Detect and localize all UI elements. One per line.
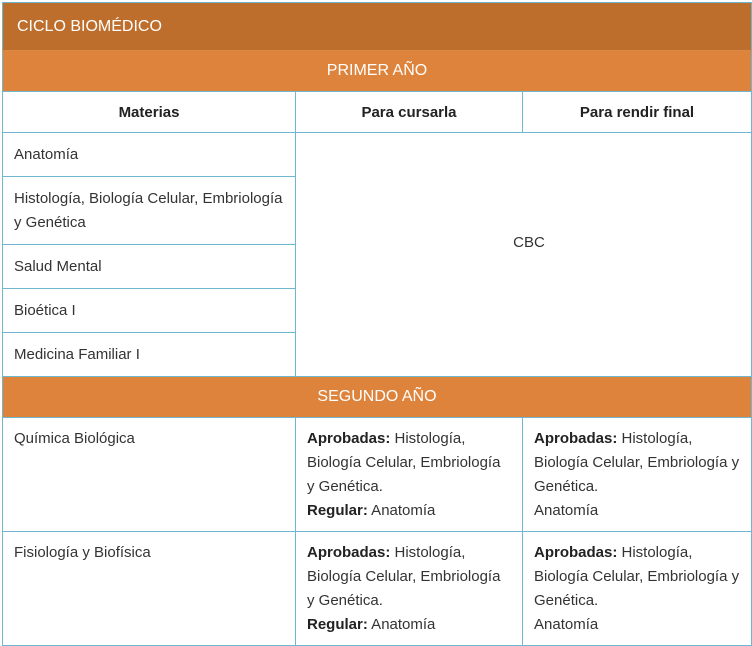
aprobadas-label: Aprobadas: xyxy=(534,544,618,561)
aprobadas-value: Histología, Biología Celular, Embriología y Genética. xyxy=(307,544,501,609)
requirement-cursar xyxy=(296,418,523,532)
aprobadas-value: Histología, Biología Celular, Embriología y Genética. xyxy=(534,544,740,609)
column-header-rendir: Para rendir final xyxy=(523,92,752,133)
aprobadas-label: Aprobadas: xyxy=(534,430,618,447)
requirement-rendir xyxy=(523,532,752,646)
regular-label: Regular: xyxy=(307,616,368,633)
aprobadas-label: Aprobadas: xyxy=(307,544,391,561)
subject-name: Anatomía xyxy=(3,133,296,177)
subject-name: Fisiología y Biofísica xyxy=(3,532,296,646)
table-title: CICLO BIOMÉDICO xyxy=(3,3,752,51)
requirement-cbc xyxy=(296,133,752,377)
plan-table-container xyxy=(2,2,751,646)
requirement-cursar xyxy=(296,532,523,646)
aprobadas-value: Histología, Biología Celular, Embriología y Genética. xyxy=(307,430,501,495)
aprobadas-value: Histología, Biología Celular, Embriología y Genética. xyxy=(534,430,740,495)
year-row-second xyxy=(3,377,752,418)
year-row-first xyxy=(3,51,752,92)
aprobadas-label: Aprobadas: xyxy=(307,430,391,447)
regular-line xyxy=(307,499,511,523)
regular-value: Anatomía xyxy=(367,616,436,633)
subject-name: Bioética I xyxy=(3,289,296,333)
requirement-cbc-text: CBC xyxy=(513,234,545,251)
table-row xyxy=(3,418,752,532)
subject-name: Química Biológica xyxy=(3,418,296,532)
column-header-row xyxy=(3,92,752,133)
requirement-rendir xyxy=(523,418,752,532)
rendir-extra: Anatomía xyxy=(534,616,599,633)
subject-name: Medicina Familiar I xyxy=(3,333,296,377)
year-heading-first: PRIMER AÑO xyxy=(3,51,752,92)
column-header-cursar: Para cursarla xyxy=(296,92,523,133)
subject-name: Histología, Biología Celular, Embriología y Genética xyxy=(3,177,296,245)
regular-value: Anatomía xyxy=(367,502,436,519)
rendir-extra: Anatomía xyxy=(534,502,599,519)
plan-table xyxy=(2,2,752,646)
subject-name: Salud Mental xyxy=(3,245,296,289)
year-heading-second: SEGUNDO AÑO xyxy=(3,377,752,418)
regular-label: Regular: xyxy=(307,502,368,519)
table-row xyxy=(3,133,752,177)
table-row xyxy=(3,532,752,646)
title-row xyxy=(3,3,752,51)
column-header-materias: Materias xyxy=(3,92,296,133)
regular-line xyxy=(307,613,511,637)
